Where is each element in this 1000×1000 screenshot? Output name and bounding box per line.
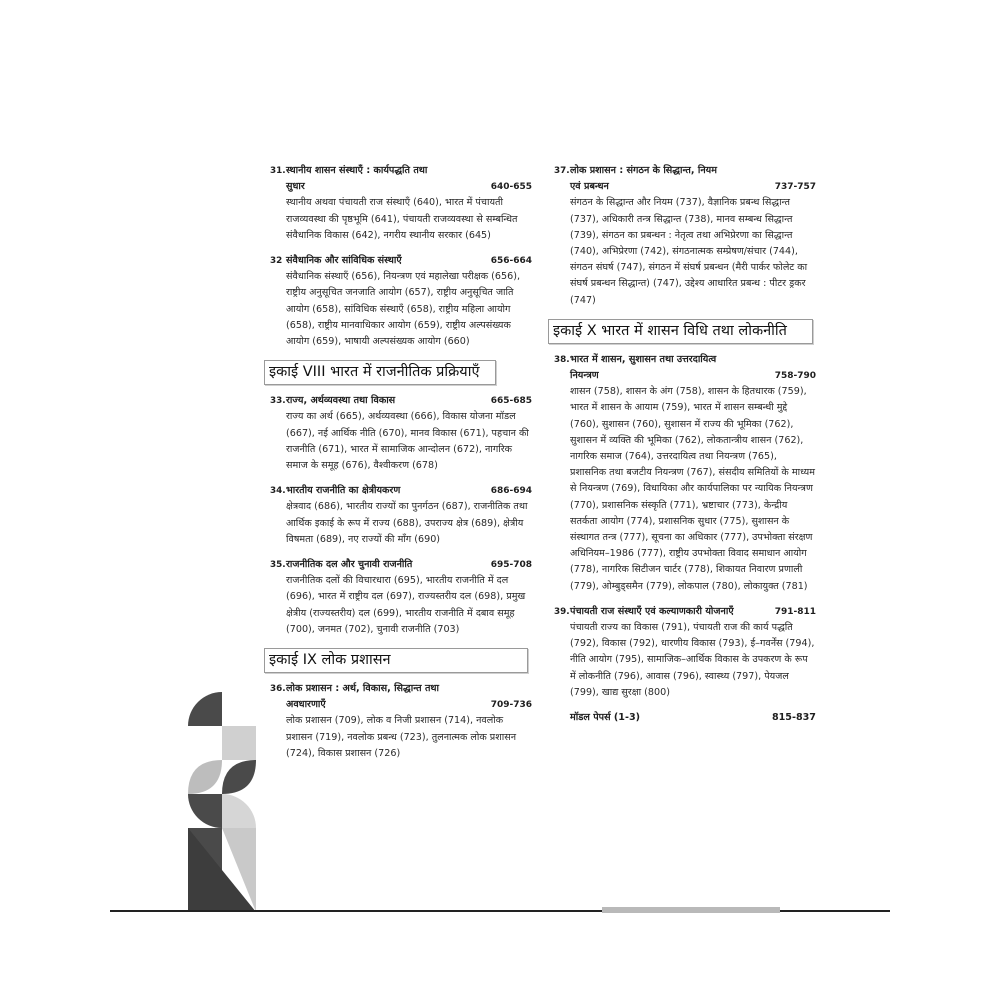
page-range: 815-837: [771, 712, 816, 724]
unit-heading-10: इकाई X भारत में शासन विधि तथा लोकनीति: [548, 319, 813, 344]
toc-entry-38: [554, 352, 816, 595]
entry-title-cont: एवं प्रबन्धन: [570, 181, 609, 193]
entry-title: लोक प्रशासन : अर्थ, विकास, सिद्धान्त तथा: [286, 683, 440, 695]
entry-number: 33.: [270, 396, 286, 407]
model-papers-label: मॉडल पेपर्स (1-3): [570, 712, 641, 724]
entry-number: 34.: [270, 486, 286, 497]
unit-heading-9: इकाई IX लोक प्रशासन: [264, 648, 528, 673]
page-range: 695-708: [490, 560, 532, 571]
page-range: 709-736: [490, 700, 532, 711]
toc-entry-32: [270, 253, 532, 350]
toc-entry-35: [270, 557, 532, 638]
entry-title-cont: नियन्त्रण: [570, 370, 599, 382]
unit-heading-8: इकाई VIII भारत में राजनीतिक प्रक्रियाएँ: [264, 360, 496, 385]
entry-title: पंचायती राज संस्थाएँ एवं कल्याणकारी योजनाएँ: [570, 605, 734, 617]
toc-entry-31: [270, 163, 532, 244]
entry-number: 31.: [270, 166, 286, 176]
entry-description: शासन (758), शासन के अंग (758), शासन के हितधारक (759), भारत में शासन के आयाम (759), भारत में शासन सम्बन्धी मुद्दे (760), सुशासन (760), सुशासन में राज्य की भूमिका (762), सुशासन में व्यक्ति की भूमिका (762), लोकतान्त्रीय शासन (762), नागरिक समाज (764), उत्तरदायित्व तथा नियन्त्रण (765), प्रशासनिक तथा बजटीय नियन्त्रण (767), संसदीय समितियों के माध्यम से नियन्त्रण (769), विधायिका और कार्यपालिका पर न्यायिक नियन्त्रण (770), प्रशासनिक संस्कृति (771), भ्रष्टाचार (773), केन्द्रीय सतर्कता आयोग (774), प्रशासनिक सुधार (775), सुशासन के संस्थागत तन्त्र (777), सूचना का अधिकार (777), उपभोक्ता संरक्षण अधिनियम–1986 (777), राष्ट्रीय उपभोक्ता विवाद समाधान आयोग (778), नागरिक सिटीजन चार्टर (778), शिकायत निवारण प्रणाली (779), ओम्बुड्समैन (779), लोकपाल (780), लोकायुक्त (781): [570, 386, 815, 592]
entry-title: राजनीतिक दल और चुनावी राजनीति: [286, 559, 413, 571]
entry-number: 39.: [554, 606, 570, 617]
entry-description: स्थानीय अथवा पंचायती राज संस्थाएँ (640), भारत में पंचायती राजव्यवस्था की पृष्ठभूमि (641), पंचायती राजव्यवस्था से सम्बन्धित संवैधानिक विकास (642), नगरीय स्थानीय सरकार (645): [286, 197, 518, 241]
entry-title: भारतीय राजनीति का क्षेत्रीयकरण: [286, 485, 401, 497]
page-range: 656-664: [490, 256, 532, 267]
shape-quarter-circle: [188, 726, 222, 760]
shape-half-circle-bottom: [188, 794, 222, 828]
entry-title-cont: सुधार: [286, 181, 305, 193]
entry-number: 32: [270, 256, 283, 267]
toc-left-column: [270, 163, 532, 771]
page-range: 640-655: [490, 182, 532, 193]
entry-description: राज्य का अर्थ (665), अर्थव्यवस्था (666), विकास योजना मॉडल (667), नई आर्थिक नीति (670), मानव विकास (671), पहचान की राजनीति (671), भारत में सामाजिक आन्दोलन (672), नागरिक समाज के समूह (676), वैश्वीकरण (678): [286, 411, 529, 472]
entry-description: संवैधानिक संस्थाएँ (656), नियन्त्रण एवं महालेखा परीक्षक (656), राष्ट्रीय अनुसूचित जनजाति आयोग (657), राष्ट्रीय अनुसूचित जाति आयोग (658), सांविधिक संस्थाएँ (658), राष्ट्रीय महिला आयोग (658), राष्ट्रीय मानवाधिकार आयोग (659), राष्ट्रीय अल्पसंख्यक आयोग (659), भाषायी अल्पसंख्यक आयोग (660): [286, 271, 520, 348]
shape-leaf-left: [188, 760, 222, 794]
page-range: 758-790: [774, 371, 816, 382]
entry-description: राजनीतिक दलों की विचारधारा (695), भारतीय राजनीति में दल (696), भारत में राष्ट्रीय दल (697), राज्यस्तरीय दल (698), प्रमुख क्षेत्रीय (राज्यस्तरीय) दल (699), भारतीय राजनीति में दबाव समूह (700), जनमत (702), चुनावी राजनीति (703): [286, 575, 526, 635]
entry-title: स्थानीय शासन संस्थाएँ : कार्यपद्धति तथा: [286, 165, 428, 176]
shape-light-square: [222, 726, 256, 760]
entry-title: संवैधानिक और सांविधिक संस्थाएँ: [286, 255, 402, 267]
toc-entry-33: [270, 393, 532, 474]
entry-description: लोक प्रशासन (709), लोक व निजी प्रशासन (714), नवलोक प्रशासन (719), नवलोक प्रबन्ध (723), तुलनात्मक लोक प्रशासन (724), विकास प्रशासन (726): [286, 715, 517, 759]
entry-title-cont: अवधारणाएँ: [286, 699, 326, 711]
shape-light-half: [222, 794, 256, 828]
entry-number: 38.: [554, 354, 570, 365]
shape-leaf-right: [222, 760, 256, 794]
page-range: 665-685: [490, 396, 532, 407]
toc-right-column: [554, 163, 816, 726]
toc-entry-39: [554, 604, 816, 701]
toc-entry-model-papers: [554, 710, 816, 726]
page-range: 686-694: [490, 486, 532, 497]
entry-description: क्षेत्रवाद (686), भारतीय राज्यों का पुनर्गठन (687), राजनीतिक तथा आर्थिक इकाई के रूप में राज्य (688), उपराज्य क्षेत्र (689), क्षेत्रीय विषमता (689), नए राज्यों की माँग (690): [286, 501, 528, 545]
entry-title: भारत में शासन, सुशासन तथा उत्तरदायित्व: [570, 353, 717, 365]
entry-description: पंचायती राज्य का विकास (791), पंचायती राज की कार्य पद्धति (792), विकास (792), धारणीय विकास (793), ई–गवर्नेंस (794), नीति आयोग (795), सामाजिक–आर्थिक विकास के उपकरण के रूप में लोकनीति (796), आवास (796), स्वास्थ्य (797), पेयजल (799), खाद्य सुरक्षा (800): [570, 622, 815, 698]
toc-entry-34: [270, 483, 532, 548]
entry-title: राज्य, अर्थव्यवस्था तथा विकास: [286, 395, 396, 407]
entry-number: 35.: [270, 560, 286, 571]
decorative-shapes: [186, 690, 258, 914]
footer-accent-bar: [602, 907, 780, 913]
entry-number: 36.: [270, 684, 286, 695]
shape-top-semicircle: [188, 692, 222, 726]
entry-number: 37.: [554, 166, 570, 176]
entry-description: संगठन के सिद्धान्त और नियम (737), वैज्ञानिक प्रबन्ध सिद्धान्त (737), अधिकारी तन्त्र सिद्धान्त (738), मानव सम्बन्ध सिद्धान्त (739), संगठन का प्रबन्धन : नेतृत्व तथा अभिप्रेरणा का सिद्धान्त (740), अभिप्रेरणा (742), संगठनात्मक सम्प्रेषण/संचार (744), संगठन संघर्ष (747), संगठन में संघर्ष प्रबन्धन (मैरी पार्कर फोलेट का संघर्ष प्रबन्धन सिद्धान्त) (747), उद्देश्य आधारित प्रबन्ध : पीटर ड्रकर (747): [570, 197, 808, 306]
page-range: 791-811: [774, 606, 816, 617]
page-range: 737-757: [774, 182, 816, 193]
entry-title: लोक प्रशासन : संगठन के सिद्धान्त, नियम: [570, 165, 717, 176]
toc-entry-36: [270, 681, 532, 762]
toc-entry-37: [554, 163, 816, 309]
